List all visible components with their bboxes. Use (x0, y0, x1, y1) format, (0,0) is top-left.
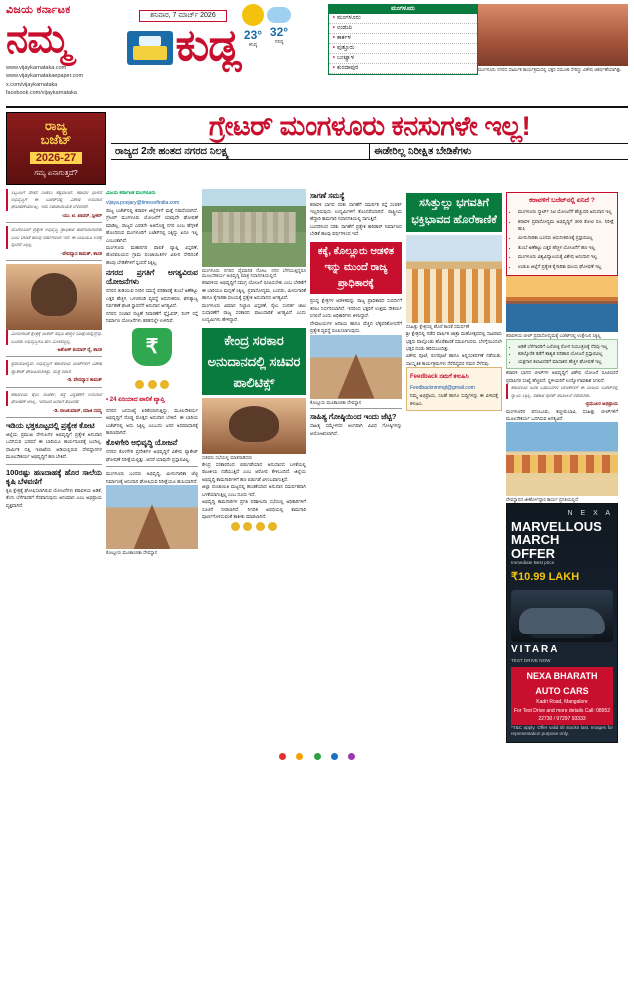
secondary-highlights-box (506, 339, 618, 369)
quote-attribution: -ಡಿ. ರಾಜಕುಮಾರ್, ಮಾಜಿ ಸದಸ್ಯ (53, 407, 102, 413)
weather-widget (242, 4, 328, 48)
budget-box-title: ಕರಾವಳಿಗೆ ಬಜೆಟ್‌ನಲ್ಲಿ ಏನಿದೆ ? (529, 196, 595, 204)
coin-icon (268, 522, 277, 531)
article-subhead: ಇಡಿಯ ಭಕ್ತಕೂಟ್ಟದಲ್ಲಿ ಪ್ರತ್ಯೇಕ ಕೋಟಿ (6, 421, 95, 431)
masthead-photo (478, 4, 628, 66)
subheadline-left: ರಾಜ್ಯದ 2ನೇ ಹಂತದ ನಗರದ ನಿಲಕ್ಷ್ಯ (111, 144, 370, 159)
headline-column (111, 112, 628, 185)
dealer-address: Kadri Road, Mangalore (536, 699, 588, 706)
article-photo (106, 485, 198, 549)
list-item: • ತುಂಬೆ ಅಣೆಕಟ್ಟು ಎತ್ತರ ಹೆಚ್ಚಳ ಯೋಜನೆಗೆ ಹಣ ಇಲ್ಲ (518, 244, 614, 251)
publisher-name (6, 4, 124, 16)
article-body: ದೇವಾಲಯಗಳ ಆದಾಯ ಹಾಗೂ ವೆಚ್ಚದ ಲೆಕ್ಕಪರಿಶೋಧನೆಗೆ ಪ್ರತ್ಯೇಕ ವ್ಯವಸ್ಥೆ ರೂಪಿಸಲಾಗುವುದು. (310, 320, 402, 334)
main-grid (6, 189, 628, 743)
photo-caption: ಕೊಲ್ಲೂರು ಮೂಕಾಂಬಿಕಾ ದೇವಸ್ಥಾನ (310, 399, 362, 405)
section-banner-festival: ಸಸಿತ್ತುಲ್ಲು ಭಗವತಿಗೆ ಭಕ್ತಿಭಾವದ ಹೊರೆಕಾಣಿಕೆ (406, 193, 502, 233)
article-body: ನಗರದ ಕೊಳಗೇರಿ ಪ್ರದೇಶಗಳ ಅಭಿವೃದ್ಧಿಗೆ ವಿಶೇಷ ಪ್ಯಾಕೇಜ್ ಘೋಷಣೆ ನಿರೀಕ್ಷೆಯಲ್ಲಿತ್ತು. ಆದರೆ ಯಾವುದೇ ಪ್ರಸ್ತಾಪವಿಲ್ಲ. (106, 449, 198, 462)
sun-icon (242, 4, 264, 26)
article-body: ಅಭಿವೃದ್ಧಿ ಕಾಮಗಾರಿಗಳ ಪ್ರಗತಿ ಪರಿಶೀಲನಾ ಸಭೆಯಲ್ಲಿ ಅಧಿಕಾರಿಗಳಿಗೆ ಸೂಚನೆ ನೀಡಲಾಗಿದೆ. ನಿಗದಿತ ಅವಧಿಯಲ್ಲಿ ಕಾಮಗಾರಿ ಪೂರ್ಣಗೊಳಿಸುವಂತೆ ತಾಕೀತು ಮಾಡಲಾಗಿದೆ. (202, 499, 306, 519)
minister-photo (202, 398, 306, 454)
article-subhead: 100ರಷ್ಟು ಹಣದಾಹಕ್ಕೆ ಹೊರ ಸಾಲೆಯ ಕೃಷಿ ಬೆಳವಣಿಗೆ (6, 467, 102, 486)
cloud-icon (267, 7, 291, 23)
budget-badge-line1: ರಾಜ್ಯ (45, 118, 67, 133)
quote-attribution: -ವೇದವ್ಯಾಸ ಕಾಮತ್, ಶಾಸಕ (60, 250, 102, 256)
article-body: ಕರಾವಳಿ ಭಾಗದ ಸರಕು ಸಾಗಣೆಗೆ ಸಮರ್ಪಕ ರಸ್ತೆ ಸಂಪರ್ಕ ಇಲ್ಲದಿರುವುದು ಉದ್ಯಮಿಗಳಿಗೆ ತೊಂದರೆಯಾಗಿದೆ. ರಾಷ್ಟ್ರೀಯ ಹೆದ್ದಾರಿ ಕಾಮಗಾರಿ ನಿಧಾನಗತಿಯಲ್ಲಿ ಸಾಗುತ್ತಿದೆ. (310, 201, 402, 222)
divider (106, 466, 198, 467)
article-photo (6, 264, 102, 330)
quote-text: ಕರಾವಳಿಯ ರೈಲು ಸಂಪರ್ಕ, ರಸ್ತೆ ವಿಸ್ತರಣೆಗೆ ಅನುದಾನ ಘೋಷಣೆ ಆಗಿಲ್ಲ. ಇದರಿಂದ ಜನರಿಗೆ ತೊಂದರೆ. (6, 391, 102, 406)
kudla-text: ಕುಡ್ಲ (175, 21, 241, 70)
quote-text: ಕರಾವಳಿಯ ಜನರ ಬಹುದಿನಗಳ ಬೇಡಿಕೆಗಳಿಗೆ ಈ ಬಾರಿಯ ಬಜೆಟ್‌ನಲ್ಲಿ ನ್ಯಾಯ ಸಿಕ್ಕಿಲ್ಲ. ಸರಕಾರ ಪುನರ್ ಪರಿಶೀಲನೆ ನಡೆಸಬೇಕು. (506, 384, 618, 399)
coin-icon (160, 380, 169, 389)
article-body: ಜಿಲ್ಲಾ ಪಂಚಾಯಿತಿ ಮಟ್ಟದಲ್ಲಿ ಹಂಚಿಕೆಯಾದ ಅನುದಾನ ಸಮರ್ಪಕವಾಗಿ ಬಳಕೆಯಾಗುತ್ತಿಲ್ಲ ಎಂಬ ದೂರು ಇದೆ. (202, 484, 306, 497)
coin-icon (256, 522, 265, 531)
festival-photo (406, 235, 502, 323)
column-festival (406, 189, 502, 743)
social-twitter[interactable]: x.com/vijaykarnataka (6, 81, 58, 88)
city-list (329, 14, 477, 74)
coin-icon (135, 380, 144, 389)
city-list-title: ಮಂಗಳೂರು (329, 5, 477, 14)
photo-caption: ಕರಾವಳಿಯ ಬೀಚ್ ಪ್ರವಾಸೋದ್ಯಮಕ್ಕೆ ಬಜೆಟ್‌ನಲ್ಲಿ ಉತ್ತೇಜನ ಸಿಕ್ಕಿಲ್ಲ (506, 333, 601, 339)
divider (6, 417, 102, 418)
secondary-highlight-list (510, 343, 614, 365)
divider (6, 464, 102, 465)
budget-badge-year: 2026-27 (30, 152, 82, 164)
photo-caption: ದೇವಸ್ಥಾನದ ಜೀರ್ಣೋದ್ಧಾರ ಕಾರ್ಯ ಪ್ರಗತಿಯಲ್ಲಿದೆ (506, 497, 579, 503)
article-body: ರಾಜ್ಯ ಬಜೆಟ್‌ನಲ್ಲಿ ಕರಾವಳಿ ಜಿಲ್ಲೆಗಳಿಗೆ ಮತ್ತೆ ನಿರಾಸೆಯಾಗಿದೆ. ಗ್ರೇಟರ್ ಮಂಗಳೂರು ಯೋಜನೆಗೆ ಯಾವುದೇ ಘೋಷಣೆ ಮಾಡಿಲ್ಲ. ರಾಜ್ಯದ ಎರಡನೇ ಅತಿದೊಡ್ಡ ನಗರ ಎಂಬ ಹೆಗ್ಗಳಿಕೆ ಹೊಂದಿರುವ ಮಂಗಳೂರಿಗೆ ಬಜೆಟ್‌ನಲ್ಲಿ ಸಿಕ್ಕಿದ್ದು ಏನೂ ಇಲ್ಲ ಎಂಬಂತಾಗಿದೆ. (106, 207, 198, 243)
budget-badge (6, 112, 106, 185)
city-edition-list (328, 4, 478, 75)
article-body: ನಗರದ ಕುಡಿಯುವ ನೀರಿನ ಸಮಸ್ಯೆ ಪರಿಹಾರಕ್ಕೆ ತುಂಬೆ ಅಣೆಕಟ್ಟು ಎತ್ತರ ಹೆಚ್ಚಳ, ಒಳಚರಂಡಿ ವ್ಯವಸ್ಥೆ ಆಧುನೀಕರಣ, ಘನತ್ಯಾಜ್ಯ ನಿರ್ವಹಣೆ ಘಟಕ ಸ್ಥಾಪನೆಗೆ ಅನುದಾನ ಅಗತ್ಯವಿದೆ. (106, 288, 198, 309)
ad-brand: N E X A (567, 510, 613, 518)
issue-date: ಶನಿವಾರ, 7 ಮಾರ್ಚ್ 2026 (139, 10, 226, 22)
ad-benefit-label: Immediate Best price (511, 560, 555, 566)
article-subhead: ಕೊಳಗೇರಿ ಅಭಿವೃದ್ಧಿ ಯೋಜನೆ (106, 438, 178, 448)
divider (6, 387, 102, 388)
page-title: ಗ್ರೇಟರ್ ಮಂಗಳೂರು ಕನಸುಗಳೇ ಇಲ್ಲ! (208, 111, 531, 141)
list-item: • ಅಡಿಕೆ ಬೆಳೆಗಾರರಿಗೆ ಎಲೆಚುಕ್ಕಿ ರೋಗ ನಿಯಂತ್ರಣಕ್ಕೆ ನೆರವು ಇಲ್ಲ (518, 343, 614, 350)
reg-dot (279, 753, 286, 760)
article-body: ಕರಾವಳಿ ಭಾಗದ ಬೀಚ್‌ಗಳ ಅಭಿವೃದ್ಧಿಗೆ ವಿಶೇಷ ಯೋಜನೆ ರೂಪಿಸಿದರೆ ಪ್ರವಾಸಿಗರ ಸಂಖ್ಯೆ ಹೆಚ್ಚಲಿದೆ. ಸ್ಥಳೀಯರಿಗೆ ಉದ್ಯೋಗಾವಕಾಶ ಸಿಗಲಿದೆ. (506, 370, 618, 383)
article-subhead: ಸಾಗಣೆ ಸಮಸ್ಯೆ (310, 190, 345, 200)
byline: ವಿಜಯ ಕರ್ನಾಟಕ ಮಂಗಳೂರು (106, 189, 156, 196)
quote-attribution: -ಪ್ರಮುಖರ ಅಭಿಪ್ರಾಯ (584, 401, 618, 407)
ad-model-name: VITARA (511, 643, 560, 655)
city-item[interactable]: ▸ ಉಡುಪಿ (329, 24, 477, 34)
subheadline-row (111, 143, 628, 160)
section-banner-central-grant: ಕೇಂದ್ರ ಸರಕಾರ ಅನುದಾನದಲ್ಲಿ ಸಚಿವರ ಪಾಲಿಟಿಕ್ಸ್ (202, 328, 306, 395)
weather-max-temp: 32° (269, 25, 289, 39)
city-item[interactable]: ▸ ಮಂಗಳೂರು (329, 14, 477, 24)
article-subhead: ನಗರದ ಪ್ರಗತಿಗೆ ಅಗತ್ಯವಿರುವ ಯೋಜನೆಗಳು (106, 268, 198, 287)
social-facebook[interactable]: facebook.com/vijaykarnataka (6, 89, 77, 96)
article-body: ಕರಾವಳಿಯ ಅಭಿವೃದ್ಧಿಗೆ ಸಮಗ್ರ ಯೋಜನೆ ರೂಪಿಸಬೇಕು ಎಂಬ ಬೇಡಿಕೆಗೆ ಈ ಬಾರಿಯೂ ಮನ್ನಣೆ ಸಿಕ್ಕಿಲ್ಲ. ಪ್ರವಾಸೋದ್ಯಮ, ಬಂದರು, ಮೀನುಗಾರಿಕೆ ಹಾಗೂ ಕೈಗಾರಿಕಾ ವಲಯಕ್ಕೆ ಪ್ರತ್ಯೇಕ ಅನುದಾನದ ಅಗತ್ಯವಿದೆ. (202, 280, 306, 301)
city-item[interactable]: ▸ ಕುಂದಾಪುರ (329, 64, 477, 74)
masthead-left (6, 4, 124, 97)
column-sidebar (506, 189, 618, 743)
headline-band (6, 112, 628, 185)
feedback-title: Feedback ನಮಗೆ ಕಳುಹಿಸಿ (410, 374, 469, 381)
dealer-contact[interactable]: For Test Drive and more details Call: 08952 22730 / 97297 93333 (513, 707, 611, 722)
quote-text: ಸಿಬ್ಬಂದಿಗೆ ವೇತನ ನೀಡಲು ಕಷ್ಟವಾಗಿದೆ. ಕರಾವಳಿ ಭಾಗದ ಅಭಿವೃದ್ಧಿಗೆ ಈ ಬಜೆಟ್‌ನಲ್ಲಿ ವಿಶೇಷ ಅನುದಾನ ಘೋಷಣೆಯಾಗಿಲ್ಲ. ಇದು ನಿರಾಶಾದಾಯಕ ಬೆಳವಣಿಗೆ. (6, 189, 102, 211)
column-lead-story (106, 189, 198, 743)
list-item: • ಕರಾವಳಿ ಪ್ರವಾಸೋದ್ಯಮ ಅಭಿವೃದ್ಧಿಗೆ 300 ಕೋಟಿ ರೂ. ನಿರೀಕ್ಷೆ ಹುಸಿ (518, 218, 614, 233)
quote-text: ಪ್ರವಾಸೋದ್ಯಮ ಅಭಿವೃದ್ಧಿಗೆ ಕರಾವಳಿಯ ಬೀಚ್‌ಗಳಿಗೆ ವಿಶೇಷ ಪ್ಯಾಕೇಜ್ ಘೋಷಿಸಬೇಕಿತ್ತು. ಮತ್ತೆ ನಿರಾಸೆ. (6, 360, 102, 375)
photo-caption: ಸಚಿವರು ಸಭೆಯಲ್ಲಿ ಮಾತನಾಡಿದರು (202, 455, 253, 461)
bullet-head: • 24 ಏರಿಯಾದ ಪಾಲಿಕೆ ವ್ಯಾಪ್ತಿ (106, 396, 165, 403)
coins-graphic (106, 378, 198, 393)
weather-min-temp: 23° (243, 28, 263, 42)
reg-dot (296, 753, 303, 760)
list-item: • ಮಂಗಳೂರು ಸ್ಮಾರ್ಟ್ ಸಿಟಿ ಯೋಜನೆಗೆ ಹೆಚ್ಚುವರಿ ಅನುದಾನ ಇಲ್ಲ (518, 208, 614, 215)
reporter-email[interactable]: vijaya.poojary@timesofindia.com (106, 199, 180, 206)
paper-title-right (124, 21, 242, 70)
kudla-emblem-icon (127, 31, 173, 65)
paper-title-left: ನಮ್ಮ (6, 17, 70, 62)
quote-text: ಮಂಗಳೂರಿಗೆ ಪ್ರತ್ಯೇಕ ಅಭಿವೃದ್ಧಿ ಪ್ರಾಧಿಕಾರ ರಚನೆಯಾಗಬೇಕು ಎಂಬ ಬೇಡಿಕೆ ಹಲವು ವರ್ಷಗಳಿಂದ ಇದೆ. ಈ ಬಾರಿಯೂ ಅದಕ್ಕೆ ಸ್ಪಂದನೆ ಸಿಕ್ಕಿಲ್ಲ. (6, 226, 102, 248)
article-body: ವಿಶೇಷ ಪೂಜೆ, ರಂಗಪೂಜೆ ಹಾಗೂ ಅನ್ನಸಂತರ್ಪಣೆ ನಡೆಯಿತು. ಸಾಂಸ್ಕೃತಿಕ ಕಾರ್ಯಕ್ರಮಗಳು ನೆರೆದಿದ್ದವರ ಗಮನ ಸೆಳೆದವು. (406, 353, 502, 366)
article-body: ಮಂಗಳೂರು ಮಹಾನಗರ ಪಾಲಿಕೆ ವ್ಯಾಪ್ತಿ ವಿಸ್ತರಣೆ, ಹೊರವಲಯದ ಗ್ರಾಮ ಪಂಚಾಯಿತಿಗಳ ವಿಲೀನ ಸೇರಿದಂತೆ ಹಲವು ಬೇಡಿಕೆಗಳಿಗೆ ಸ್ಪಂದನೆ ಸಿಕ್ಕಿಲ್ಲ. (106, 244, 198, 265)
column-quotes (6, 189, 102, 743)
photo-caption: ಕೊಲ್ಲೂರು ಮೂಕಾಂಬಿಕಾ ದೇವಸ್ಥಾನ (106, 550, 158, 556)
article-body: ಮಂಗಳೂರು ವಿಮಾನ ನಿಲ್ದಾಣ ವಿಸ್ತರಣೆ, ರೈಲು ಸಂಪರ್ಕ ಜಾಲ ಸುಧಾರಣೆಗೆ ರಾಜ್ಯ ಸರಕಾರದ ಪಾಲುದಾರಿಕೆ ಅಗತ್ಯವಿದೆ ಎಂದು ಉದ್ಯಮಿಗಳು ಹೇಳಿದ್ದಾರೆ. (202, 302, 306, 323)
list-item: • ಮಂಗಳೂರು ವಿಶ್ವವಿದ್ಯಾಲಯಕ್ಕೆ ವಿಶೇಷ ಅನುದಾನ ಇಲ್ಲ (518, 253, 614, 260)
ad-headline-3: OFFER (511, 545, 556, 561)
article-body: ಪ್ರಸಿದ್ಧ ಕ್ಷೇತ್ರಗಳ ಆಡಳಿತವನ್ನು ರಾಜ್ಯ ಪ್ರಾಧಿಕಾರದ ಸುಪರ್ದಿಗೆ ತರಲು ನಿರ್ಧರಿಸಲಾಗಿದೆ. ಇದರಿಂದ ಭಕ್ತರಿಗೆ ಉತ್ತಮ ಸೌಕರ್ಯ ಸಿಗಲಿದೆ ಎಂದು ಅಧಿಕಾರಿಗಳು ತಿಳಿಸಿದ್ದಾರೆ. (310, 298, 402, 319)
feedback-box (406, 367, 502, 411)
subheadline-right: ಈಡೇರಿಲ್ಲ ನಿರೀಕ್ಷಿತ ಬೇಡಿಕೆಗಳು (374, 146, 472, 158)
article-body: ಶ್ರೀ ಕ್ಷೇತ್ರದಲ್ಲಿ ನಡೆದ ವಾರ್ಷಿಕ ಜಾತ್ರಾ ಮಹೋತ್ಸವದಲ್ಲಿ ಸಾವಿರಾರು ಭಕ್ತರು ಪಾಲ್ಗೊಂಡು ಹೊರೆಕಾಣಿಕೆ ಸಮರ್ಪಿಸಿದರು. ಬೆಳಗ್ಗೆಯಿಂದಲೇ ಭಕ್ತರ ದಂಡು ಹರಿದುಬಂದಿತ್ತು. (406, 331, 502, 351)
budget-badge-tagline: ಗಮ್ಯ ಏನಾಗುತ್ತದೆ? (34, 169, 78, 177)
money-bag-graphic (106, 324, 198, 378)
aerial-city-photo (202, 189, 306, 267)
article-body: ಜಿಲ್ಲೆಯ ಪ್ರಮುಖ ದೇಗುಲಗಳ ಅಭಿವೃದ್ಧಿಗೆ ಪ್ರತ್ಯೇಕ ಅನುದಾನ ಒದಗಿಸುವ ಭರವಸೆ ಈ ಬಾರಿಯೂ ಕಾರ್ಯರೂಪಕ್ಕೆ ಬಂದಿಲ್ಲ. ಧಾರ್ಮಿಕ ದತ್ತಿ ಇಲಾಖೆಯ ಅಡಿಯಲ್ಲಿರುವ ದೇವಸ್ಥಾನಗಳ ಮೂಲಸೌಕರ್ಯ ಅಭಿವೃದ್ಧಿಗೆ ಹಣ ಬೇಕಿದೆ. (6, 432, 102, 460)
article-body: ಮಂಗಳೂರು ಬಂದರು ಅಭಿವೃದ್ಧಿ, ಮೀನುಗಾರಿಕಾ ಜೆಟ್ಟಿ ನಿರ್ಮಾಣಕ್ಕೆ ಅನುದಾನ ಘೋಷಿಸುವ ನಿರೀಕ್ಷೆಯೂ ಹುಸಿಯಾಗಿದೆ. (106, 471, 198, 484)
coin-icon (243, 522, 252, 531)
list-item: • ಕಡಲ್ಕೊರೆತ ತಡೆಗೆ ಶಾಶ್ವತ ಪರಿಹಾರ ಯೋಜನೆ ಪ್ರಸ್ತಾಪವಿಲ್ಲ (518, 350, 614, 357)
registration-dots (6, 743, 628, 767)
quote-attribution: -ಯು. ಟಿ. ಖಾದರ್, ಸ್ಪೀಕರ್ (61, 212, 102, 218)
article-body: ಕೃಷಿ ಕ್ಷೇತ್ರಕ್ಕೆ ಘೋಷಿಸಲಾಗಿರುವ ಯೋಜನೆಗಳು ಕರಾವಳಿಯ ಅಡಿಕೆ, ತೆಂಗು ಬೆಳೆಗಾರರಿಗೆ ನೆರವಾಗುವುದು ಅನುಮಾನ ಎಂಬ ಅಭಿಪ್ರಾಯ ವ್ಯಕ್ತವಾಗಿದೆ. (6, 487, 102, 508)
weather-max (267, 4, 291, 45)
ad-dealer-name (511, 667, 613, 724)
reg-dot (314, 753, 321, 760)
feedback-email[interactable]: Feedbacknmmgl@gmail.com (410, 384, 475, 391)
masthead-photo-block (478, 4, 628, 73)
ad-disclaimer: *T&C apply. Offer valid till stocks last. Images for representation purpose only. (511, 724, 613, 737)
advertisement[interactable] (506, 503, 618, 742)
article-subhead: ಸಾಹಿತ್ಯ ಗೋಷ್ಠಿಯಿಂದ ಇಂದು ಜೆಟ್ಟಿ? (310, 412, 397, 422)
temple-renovation-photo (506, 422, 618, 496)
weather-min (242, 4, 264, 48)
city-item[interactable]: ▸ ಬಂಟ್ವಾಳ (329, 54, 477, 64)
budget-badge-line2: ಬಜೆಟ್ (40, 132, 72, 148)
budget-highlight-list (510, 208, 614, 270)
masthead (6, 4, 628, 108)
city-item[interactable]: ▸ ಪುತ್ತೂರು (329, 44, 477, 54)
quote-attribution: -ಅಶೋಕ್ ಕುಮಾರ್ ರೈ, ಶಾಸಕ (56, 346, 102, 352)
article-body: ನಗರದ ಜನಸಂಖ್ಯೆ ಏರಿಕೆಯಾಗುತ್ತಿದ್ದು, ಮೂಲಸೌಕರ್ಯ ಅಭಿವೃದ್ಧಿಗೆ ದೊಡ್ಡ ಮೊತ್ತದ ಅನುದಾನ ಬೇಕಿದೆ. ಈ ಬಾರಿಯ ಬಜೆಟ್‌ನಲ್ಲಿ ಅದು ಸಿಕ್ಕಿಲ್ಲ ಎಂಬುದು ಜನರ ಅಸಮಾಧಾನಕ್ಕೆ ಕಾರಣವಾಗಿದೆ. (106, 407, 198, 435)
divider (6, 356, 102, 357)
article-body: ನಗರದ ಸಂಚಾರ ದಟ್ಟಣೆ ನಿವಾರಣೆಗೆ ಫ್ಲೈಓವರ್, ರಿಂಗ್ ರಸ್ತೆ ನಿರ್ಮಾಣ ಯೋಜನೆಗಳು ಕಡತದಲ್ಲೇ ಉಳಿದಿವೆ. (106, 310, 198, 324)
article-body: ಸಾಹಿತ್ಯ ಸಮ್ಮೇಳನದ ಅಂಗವಾಗಿ ವಿವಿಧ ಗೋಷ್ಠಿಗಳನ್ನು ಆಯೋಜಿಸಲಾಗಿದೆ. (310, 423, 402, 436)
masthead-center (124, 4, 242, 68)
ad-price: ₹10.99 LAKH (511, 570, 580, 583)
ad-headline-1: MARVELLOUS (511, 518, 602, 534)
dealer-name-text: NEXA BHARATH AUTO CARS (526, 671, 598, 696)
column-secondary (310, 189, 402, 743)
reg-dot (348, 753, 355, 760)
budget-highlights-box (506, 192, 618, 277)
car-image (511, 590, 613, 642)
temple-photo (310, 335, 402, 399)
list-item: • ಮೀನುಗಾರಿಕಾ ಬಂದರು ಆಧುನೀಕರಣಕ್ಕೆ ಪ್ರಸ್ತಾಪವಿಲ್ಲ (518, 234, 614, 241)
section-banner-temple-authority: ಕಕ್ಕೆ, ಕೊಲ್ಲೂರು ಆಡಳಿತ ಇನ್ನು ಮುಂದೆ ರಾಜ್ಯ ಪ್ರಾಧಿಕಾರಕ್ಕೆ (310, 242, 402, 295)
website-epaper[interactable]: www.vijaykarnatakaepaper.com (6, 73, 84, 80)
city-item[interactable]: ▸ ಕಾರ್ಕಳ (329, 34, 477, 44)
weather-max-label: ಗರಿಷ್ಠ (274, 39, 284, 45)
photo-caption: ಮಂಗಳೂರು ನಗರದ ವೈಮಾನಿಕ ನೋಟ. ನಗರ ಬೆಳೆಯುತ್ತಿದ್ದರೂ ಮೂಲಸೌಕರ್ಯ ಅಭಿವೃದ್ಧಿ ಮಾತ್ರ ನಿಧಾನಗತಿಯಲ್ಲಿದೆ. (202, 267, 306, 279)
money-bag-icon (132, 328, 172, 366)
article-body: ಬಂದರಿನಿಂದ ಸರಕು ಸಾಗಣೆಗೆ ಪ್ರತ್ಯೇಕ ಕಾರಿಡಾರ್ ನಿರ್ಮಾಣದ ಬೇಡಿಕೆ ಹಲವು ವರ್ಷಗಳಿಂದ ಇದೆ. (310, 223, 402, 237)
list-item: • ಯಕ್ಷಗಾನ ಕಲಾವಿದರಿಗೆ ಮಾಸಾಶನ ಹೆಚ್ಚಳ ಘೋಷಣೆ ಇಲ್ಲ (518, 358, 614, 365)
article-body: ಕೇಂದ್ರ ಸರಕಾರದಿಂದ ಬಿಡುಗಡೆಯಾದ ಅನುದಾನದ ಬಳಕೆಯಲ್ಲಿ ರಾಜಕೀಯ ನಡೆಯುತ್ತಿದೆ ಎಂಬ ಆರೋಪ ಕೇಳಿಬಂದಿದೆ. ಜಿಲ್ಲೆಯ ಅಭಿವೃದ್ಧಿ ಕಾಮಗಾರಿಗಳಿಗೆ ಹಣ ಬಿಡುಗಡೆ ವಿಳಂಬವಾಗುತ್ತಿದೆ. (202, 461, 306, 482)
photo-caption: ಸಸಿಹಿತ್ಲು ಕ್ಷೇತ್ರದಲ್ಲಿ ಹೊರೆ ಕಾಣಿಕೆ ಸಮರ್ಪಣೆ (406, 324, 470, 330)
masthead-photo-caption: ಮಂಗಳೂರು ನಗರದ ಧಾರ್ಮಿಕ ಕಾರ್ಯಕ್ರಮದಲ್ಲಿ ಭಕ್ತರ ಸಮೂಹ ಸೇರಿದ್ದು ವಿಶೇಷ ಆಕರ್ಷಣೆಯಾಗಿತ್ತು. (478, 67, 623, 72)
feedback-note: ನಿಮ್ಮ ಅಭಿಪ್ರಾಯ, ಸಲಹೆ ಹಾಗೂ ಸುದ್ದಿಗಳನ್ನು ಈ ವಿಳಾಸಕ್ಕೆ ಕಳುಹಿಸಿ. (410, 393, 498, 406)
website-primary[interactable]: www.vijaykarnataka.com (6, 65, 67, 72)
divider (6, 222, 102, 223)
beach-photo (506, 276, 618, 332)
divider (6, 260, 102, 261)
coins-graphic (202, 520, 306, 535)
reg-dot (331, 753, 338, 760)
weather-min-label: ಕನಿಷ್ಠ (248, 42, 258, 48)
ad-test-drive-button[interactable]: TEST DRIVE NOW (511, 657, 551, 663)
masthead-website-block (6, 64, 124, 97)
quote-attribution: -ಡಿ. ವೇದವ್ಯಾಸ ಕಾಮತ್ (66, 377, 102, 383)
coin-icon (231, 522, 240, 531)
column-main-photo (202, 189, 306, 743)
coin-icon (148, 380, 157, 389)
publisher-text: ವಿಜಯ ಕರ್ನಾಟಕ (6, 4, 71, 16)
divider (310, 408, 402, 409)
quote-text: ಮೀನುಗಾರಿಕೆ ಕ್ಷೇತ್ರಕ್ಕೆ ಡೀಸೆಲ್ ಸಬ್ಸಿಡಿ ಹೆಚ್ಚಳ ನಿರೀಕ್ಷೆಯಲ್ಲಿದ್ದೆವು. ಬಂದರು ಅಭಿವೃದ್ಧಿಗೂ ಹಣ ಮೀಸಲಿಟ್ಟಿಲ್ಲ. (6, 330, 102, 345)
list-item: • ಉಡುಪಿ ಜಿಲ್ಲೆಗೆ ಪ್ರತ್ಯೇಕ ಕೈಗಾರಿಕಾ ವಲಯ ಘೋಷಣೆ ಇಲ್ಲ (518, 263, 614, 270)
article-body: ಮಂಗಳೂರಿನ ಪನಂಬೂರು, ತಣ್ಣೀರುಬಾವಿ, ಸಸಿಹಿತ್ಲು ಬೀಚ್‌ಗಳಿಗೆ ಮೂಲಸೌಕರ್ಯ ಒದಗಿಸುವ ಅಗತ್ಯವಿದೆ. (506, 408, 618, 421)
ad-headline-2: MARCH (511, 532, 560, 548)
